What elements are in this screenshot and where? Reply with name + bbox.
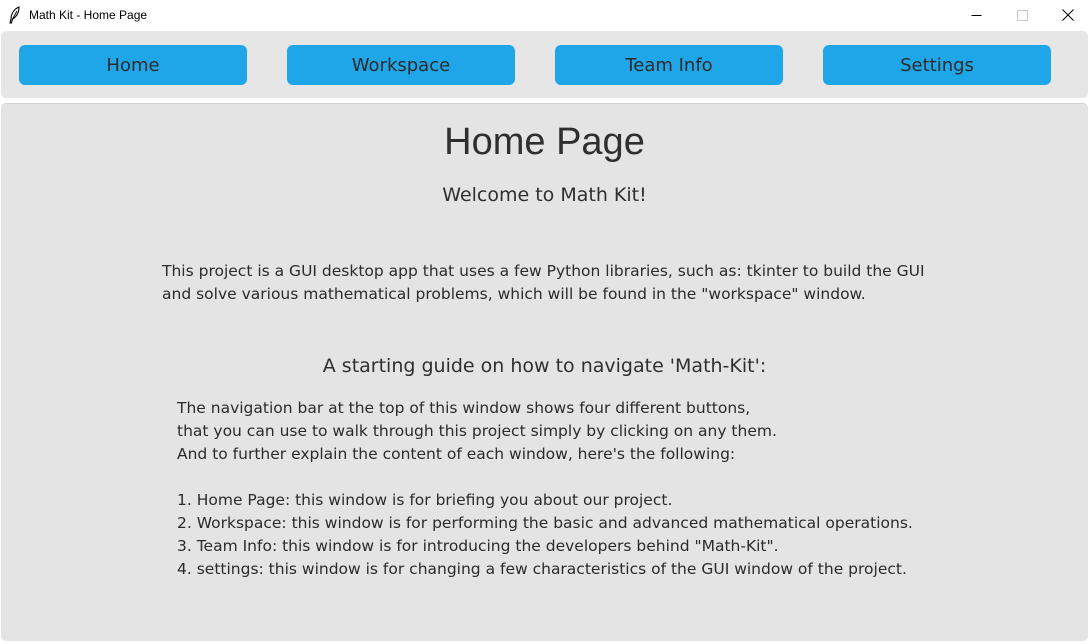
guide-line: 3. Team Info: this window is for introducing the developers behind "Math-Kit". xyxy=(177,537,779,555)
guide-line: that you can use to walk through this project simply by clicking on any them. xyxy=(177,422,777,440)
feather-icon xyxy=(8,6,22,24)
guide-heading: A starting guide on how to navigate 'Math-Kit': xyxy=(322,355,767,377)
home-button[interactable]: Home xyxy=(19,45,247,85)
intro-line: This project is a GUI desktop app that uses a few Python libraries, such as: tkinter to build the GUI xyxy=(162,262,925,280)
maximize-button[interactable] xyxy=(999,0,1045,30)
navigation-bar xyxy=(1,31,1088,98)
close-icon xyxy=(1062,6,1074,25)
page-title: Home Page xyxy=(444,121,645,163)
minimize-button[interactable] xyxy=(953,0,999,30)
guide-line xyxy=(177,466,1037,489)
guide-line: 1. Home Page: this window is for briefing you about our project. xyxy=(177,491,673,509)
maximize-icon xyxy=(1017,6,1028,25)
window-title: Math Kit - Home Page xyxy=(29,8,148,22)
close-button[interactable] xyxy=(1045,0,1090,30)
guide-line: The navigation bar at the top of this window shows four different buttons, xyxy=(177,399,751,417)
workspace-button[interactable]: Workspace xyxy=(287,45,515,85)
intro-paragraph xyxy=(162,260,1022,306)
guide-line: 4. settings: this window is for changing a few characteristics of the GUI window of the project. xyxy=(177,560,907,578)
settings-button[interactable]: Settings xyxy=(823,45,1051,85)
guide-line: 2. Workspace: this window is for performing the basic and advanced mathematical operations. xyxy=(177,514,913,532)
title-bar[interactable] xyxy=(0,0,1090,30)
home-content-panel xyxy=(1,103,1088,641)
guide-text xyxy=(177,397,1037,581)
welcome-heading: Welcome to Math Kit! xyxy=(442,184,647,206)
guide-line: And to further explain the content of each window, here's the following: xyxy=(177,445,736,463)
intro-line: and solve various mathematical problems, which will be found in the "workspace" window. xyxy=(162,285,866,303)
minimize-icon xyxy=(971,6,982,25)
team-info-button[interactable]: Team Info xyxy=(555,45,783,85)
